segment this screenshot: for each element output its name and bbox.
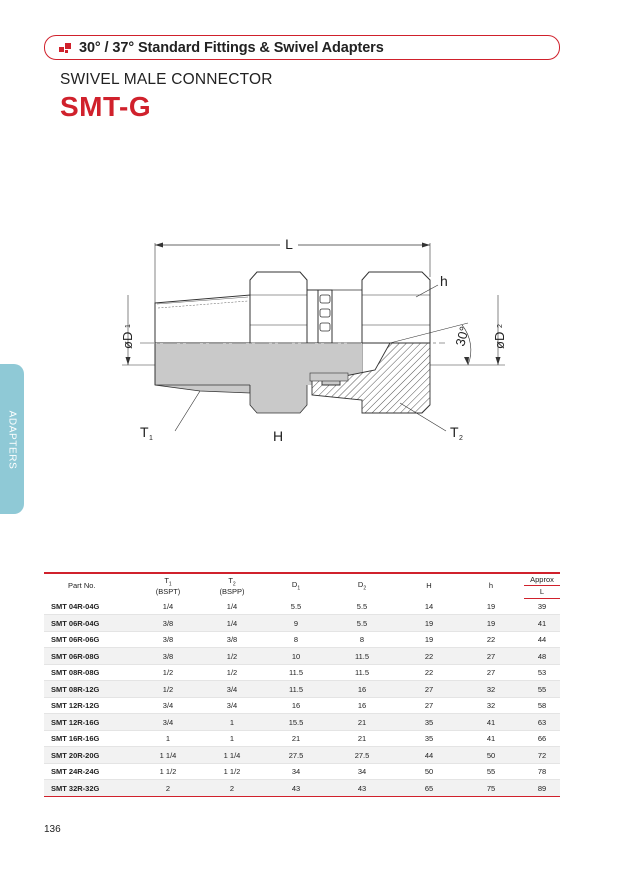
svg-text:1: 1 [149,435,153,442]
table-cell: SMT 16R-16G [44,730,140,747]
table-cell: SMT 06R-04G [44,615,140,632]
hex-H-label: H [272,428,284,444]
table-cell: 27.5 [324,747,400,764]
table-cell: 16 [324,697,400,714]
table-cell: 1/4 [196,598,268,615]
table-cell: 3/8 [140,615,196,632]
table-cell: 53 [524,664,560,681]
table-cell: 19 [458,615,524,632]
table-cell: 55 [524,681,560,698]
header-H: H [400,573,458,598]
table-row [44,747,560,764]
header-h: h [458,573,524,598]
table-cell: SMT 08R-08G [44,664,140,681]
table-cell: 58 [524,697,560,714]
table-cell: 1 1/2 [196,763,268,780]
product-code: SMT-G [60,91,152,122]
table-cell: 5.5 [324,598,400,615]
table-cell: 16 [324,681,400,698]
table-cell: 1/2 [196,664,268,681]
svg-text:1: 1 [125,324,132,328]
table-cell: 50 [458,747,524,764]
table-cell: 35 [400,714,458,731]
table-cell: 55 [458,763,524,780]
table-cell: 72 [524,747,560,764]
table-cell: 15.5 [268,714,324,731]
table-cell: 27 [458,664,524,681]
table-cell: 2 [140,780,196,797]
table-cell: 41 [524,615,560,632]
table-cell: 43 [324,780,400,797]
table-cell: 22 [400,648,458,665]
table-cell: 1/2 [196,648,268,665]
header-d1: $D_1$ [268,573,324,598]
table-cell: 5.5 [268,598,324,615]
table-cell: 8 [324,631,400,648]
table-cell: 19 [400,631,458,648]
table-row [44,598,560,615]
table-cell: 65 [400,780,458,797]
table-cell: 19 [458,598,524,615]
table-cell: 11.5 [268,664,324,681]
header-part-no: Part No. [44,573,140,598]
page-number: 136 [44,824,61,835]
table-cell: 34 [268,763,324,780]
table-cell: SMT 04R-04G [44,598,140,615]
table-cell: 32 [458,681,524,698]
table-cell: 41 [458,730,524,747]
fitting-drawing [100,225,520,455]
table-row [44,763,560,780]
table-cell: 1/2 [140,664,196,681]
table-cell: 9 [268,615,324,632]
table-cell: SMT 12R-16G [44,714,140,731]
table-row [44,681,560,698]
table-cell: 3/4 [140,714,196,731]
angle-label: 30° [452,324,472,348]
hex-h-label: h [440,273,448,289]
table-cell: 48 [524,648,560,665]
table-cell: 27 [400,697,458,714]
table-cell: 89 [524,780,560,797]
table-cell: 44 [524,631,560,648]
table-cell: 11.5 [324,664,400,681]
table-cell: 34 [324,763,400,780]
header-d2: $D_2$ [324,573,400,598]
dimension-L-label: L [285,236,293,252]
table-cell: 27 [458,648,524,665]
header-approx: Approx [524,573,560,586]
header-t2: $T_2$ (BSPP) [196,573,268,598]
table-cell: 3/4 [196,681,268,698]
thread-T2-label: T [450,424,459,440]
table-cell: 39 [524,598,560,615]
table-cell: 2 [196,780,268,797]
table-row [44,631,560,648]
table-cell: 1/2 [140,681,196,698]
table-cell: 3/8 [140,648,196,665]
table-cell: 1 [196,730,268,747]
table-cell: 10 [268,648,324,665]
table-cell: 43 [268,780,324,797]
table-cell: 1 1/4 [196,747,268,764]
table-row [44,615,560,632]
red-squares-icon [59,43,71,53]
table-cell: 1 1/2 [140,763,196,780]
table-cell: 21 [268,730,324,747]
table-cell: 3/4 [196,697,268,714]
table-cell: 11.5 [268,681,324,698]
table-row [44,780,560,797]
table-cell: 78 [524,763,560,780]
table-cell: 75 [458,780,524,797]
table-cell: 27.5 [268,747,324,764]
table-row [44,714,560,731]
table-cell: 1/4 [196,615,268,632]
table-cell: SMT 24R-24G [44,763,140,780]
svg-text:2: 2 [497,324,504,328]
side-tab-label: ADAPTERS [6,410,18,470]
table-cell: 63 [524,714,560,731]
section-header [44,35,560,60]
table-cell: 22 [400,664,458,681]
table-cell: SMT 20R-20G [44,747,140,764]
table-cell: 3/4 [140,697,196,714]
table-cell: SMT 12R-12G [44,697,140,714]
header-L: L [524,586,560,598]
spec-table [44,572,560,797]
table-cell: SMT 32R-32G [44,780,140,797]
table-cell: 27 [400,681,458,698]
table-cell: 21 [324,730,400,747]
table-cell: SMT 06R-06G [44,631,140,648]
header-t1: $T_1$ (BSPT) [140,573,196,598]
table-row [44,648,560,665]
table-cell: 8 [268,631,324,648]
table-cell: 1 [196,714,268,731]
table-cell: 1/4 [140,598,196,615]
table-cell: 3/8 [140,631,196,648]
table-cell: 11.5 [324,648,400,665]
table-row [44,664,560,681]
table-cell: 35 [400,730,458,747]
table-cell: 32 [458,697,524,714]
table-cell: 41 [458,714,524,731]
dimension-D1-label: øD [120,331,135,349]
table-cell: 44 [400,747,458,764]
table-row [44,697,560,714]
table-cell: 19 [400,615,458,632]
table-cell: 3/8 [196,631,268,648]
table-cell: 1 1/4 [140,747,196,764]
table-cell: 1 [140,730,196,747]
table-cell: 22 [458,631,524,648]
table-cell: 16 [268,697,324,714]
table-cell: SMT 08R-12G [44,681,140,698]
table-cell: 66 [524,730,560,747]
table-row [44,730,560,747]
dimension-D2-label: øD [492,331,507,349]
table-cell: 14 [400,598,458,615]
svg-text:2: 2 [459,435,463,442]
table-cell: 5.5 [324,615,400,632]
table-cell: 50 [400,763,458,780]
table-cell: SMT 06R-08G [44,648,140,665]
section-title: 30° / 37° Standard Fittings & Swivel Adapters [79,39,384,56]
product-subtitle: SWIVEL MALE CONNECTOR [60,71,273,88]
table-cell: 21 [324,714,400,731]
thread-T1-label: T [140,424,149,440]
